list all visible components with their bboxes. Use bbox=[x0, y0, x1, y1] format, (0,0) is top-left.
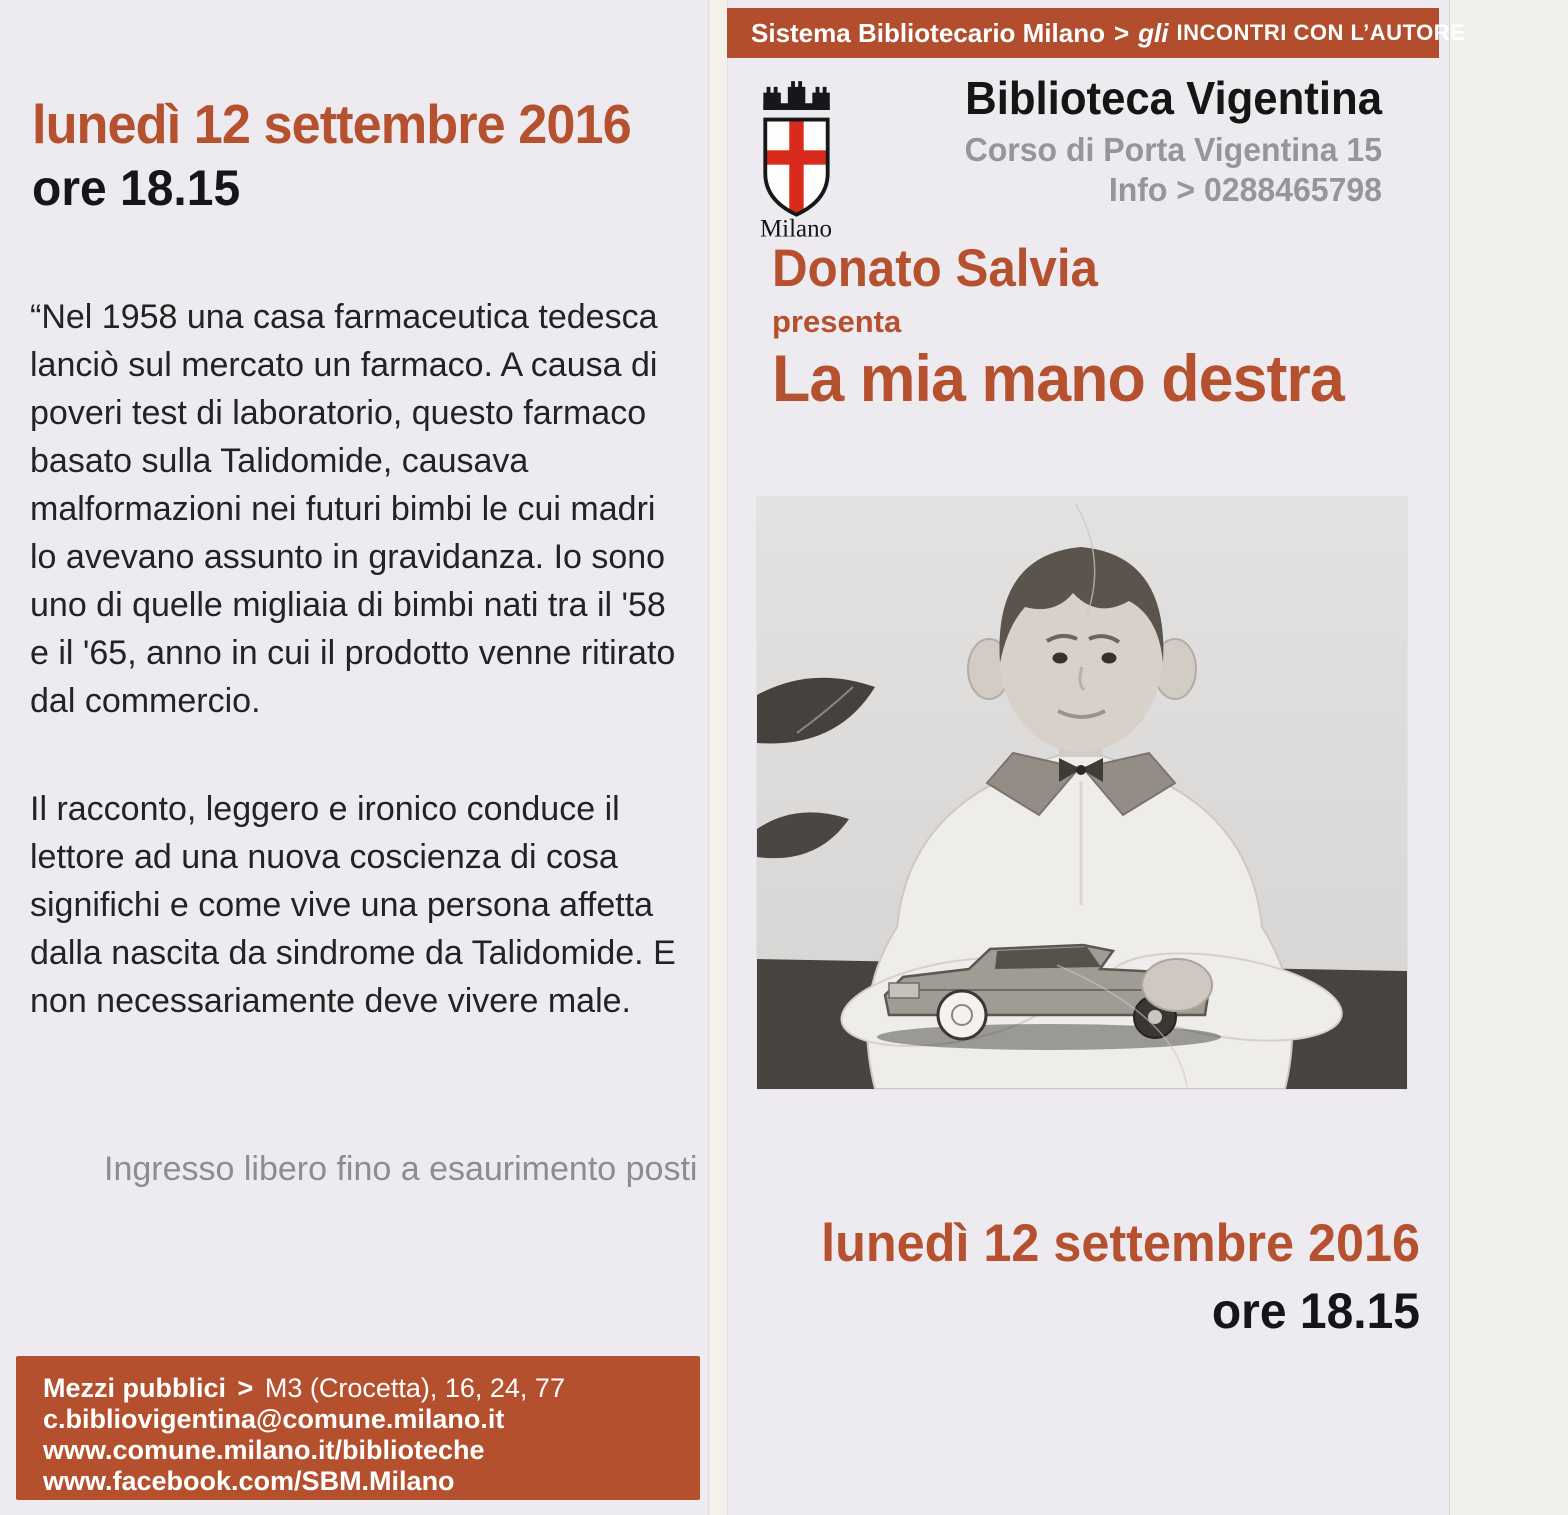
book-title: La mia mano destra bbox=[772, 341, 1344, 415]
description-paragraph: Il racconto, leggero e ironico conduce il lettore ad una nuova coscienza di cosa significhi e come vive una persona affetta dalla nascita da sindrome da Talidomide. E non necessariamente deve vivere male. bbox=[30, 790, 676, 1020]
milan-crest-icon bbox=[748, 70, 844, 244]
admission-note: Ingresso libero fino a esaurimento posti bbox=[104, 1150, 698, 1188]
contact-block bbox=[16, 1356, 700, 1500]
presents-label: presenta bbox=[772, 304, 902, 339]
contact-website: www.comune.milano.it/biblioteche bbox=[43, 1435, 485, 1465]
library-name: Biblioteca Vigentina bbox=[965, 72, 1382, 124]
transport-label: Mezzi pubblici bbox=[43, 1373, 227, 1403]
event-date-heading: lunedì 12 settembre 2016 bbox=[32, 93, 631, 155]
scanner-margin bbox=[1449, 0, 1568, 1515]
page-fold-gap bbox=[708, 0, 728, 1515]
contact-facebook: www.facebook.com/SBM.Milano bbox=[43, 1466, 455, 1496]
event-date-block bbox=[772, 1216, 1420, 1340]
series-banner bbox=[727, 8, 1466, 58]
transport-separator: > bbox=[237, 1373, 254, 1403]
transport-value: M3 (Crocetta), 16, 24, 77 bbox=[264, 1373, 565, 1403]
event-time-heading: ore 18.15 bbox=[32, 160, 241, 216]
event-date: lunedì 12 settembre 2016 bbox=[821, 1214, 1420, 1273]
library-address: Corso di Porta Vigentina 15 bbox=[964, 131, 1382, 169]
event-time: ore 18.15 bbox=[1211, 1282, 1420, 1339]
series-article: gli bbox=[1138, 17, 1169, 48]
event-photo bbox=[757, 497, 1407, 1089]
series-name: INCONTRI CON L’AUTORE bbox=[1176, 20, 1466, 45]
transport-line bbox=[43, 1373, 690, 1404]
contact-email: c.bibliovigentina@comune.milano.it bbox=[43, 1404, 505, 1434]
intro-paragraph: “Nel 1958 una casa farmaceutica tedesca lanciò sul mercato un farmaco. A causa di poveri test di laboratorio, questo farmaco basato sulla Talidomide, causava malformazioni nei futuri bimbi le cui madri lo avevano assunto in gravidanza. Io sono uno di quelle migliaia di bimbi nati tra il '58 e il '65, anno in cui il prodotto venne ritirato dal commercio. bbox=[30, 298, 676, 720]
library-header bbox=[900, 74, 1382, 209]
organization-name: Sistema Bibliotecario Milano bbox=[751, 17, 1105, 48]
crest-caption: Milano bbox=[759, 215, 833, 243]
author-name: Donato Salvia bbox=[772, 239, 1098, 298]
event-announcement bbox=[772, 239, 1374, 415]
library-info-phone: Info > 0288465798 bbox=[1108, 171, 1382, 209]
banner-separator: > bbox=[1113, 17, 1130, 48]
